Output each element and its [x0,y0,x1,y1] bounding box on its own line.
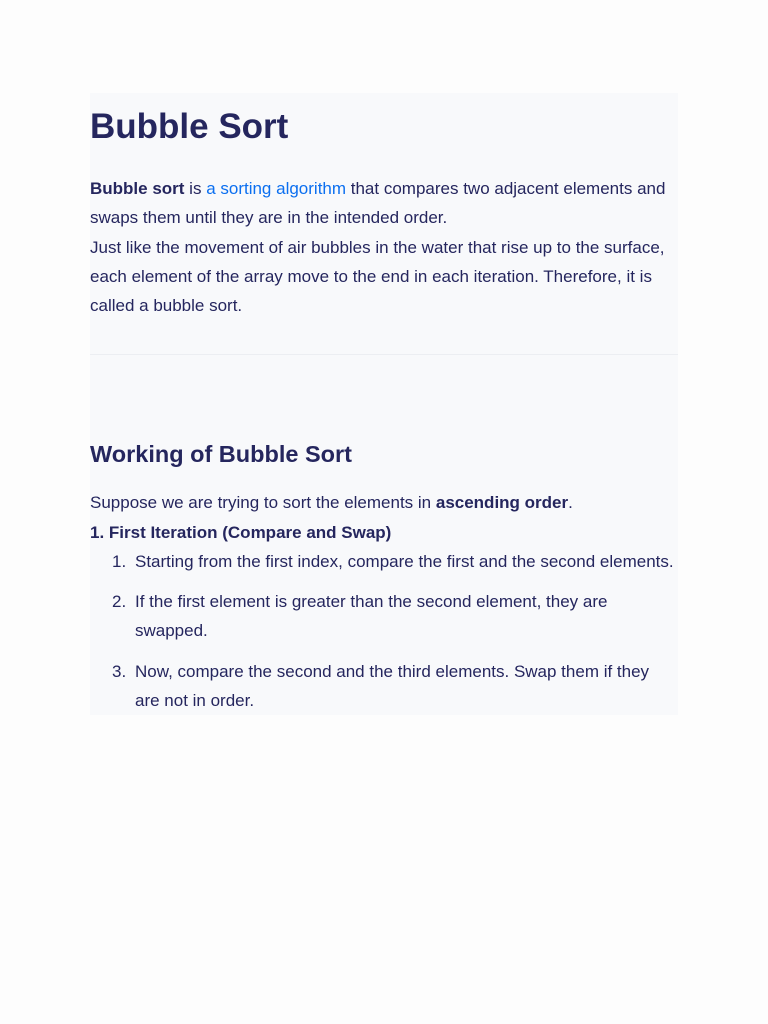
article [90,93,678,715]
step-heading: 1. First Iteration (Compare and Swap) [90,522,392,542]
lead-prefix: Suppose we are trying to sort the elements in [90,493,436,513]
section-lead [90,488,678,517]
section-heading: Working of Bubble Sort [90,441,352,468]
intro-panel [90,93,678,355]
working-section [90,355,678,715]
page-title: Bubble Sort [90,107,289,146]
step-text: If the first element is greater than the second element, they are swapped. [135,592,608,641]
list-item [90,657,678,716]
step-number: 2. [112,592,127,612]
lead-suffix: . [568,493,573,513]
list-item [90,547,678,576]
lead-bold: ascending order [435,493,569,513]
step-text: Starting from the first index, compare the first and the second elements. [135,551,674,571]
intro-rest: that compares two adjacent elements and swaps them until they are in the intended order. [90,179,666,228]
step-number: 3. [112,661,127,681]
list-item [90,587,678,646]
sorting-algorithm-link[interactable]: a sorting algorithm [206,179,347,198]
step-number: 1. [112,551,127,571]
step-text: Now, compare the second and the third elements. Swap them if they are not in order. [135,661,650,710]
analogy-paragraph: Just like the movement of air bubbles in the water that rise up to the surface, each element of the array move to the end in each iteration. Therefore, it is called a bubble sort. [90,237,665,316]
intro-term: Bubble sort [90,179,185,198]
intro-paragraph [90,174,678,233]
intro-is: is [184,179,207,198]
steps-list [90,547,678,715]
